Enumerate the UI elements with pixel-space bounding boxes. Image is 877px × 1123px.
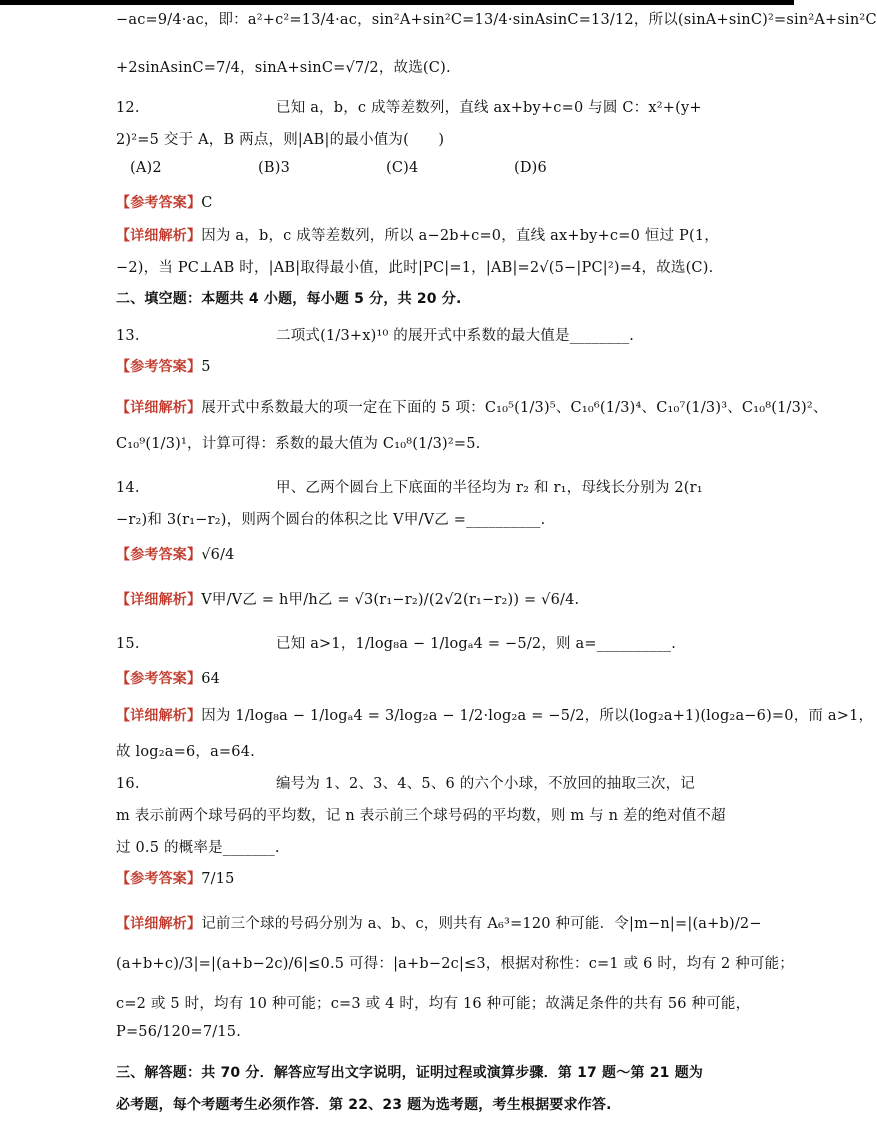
choice-options <box>130 160 642 176</box>
answer-line <box>116 224 719 245</box>
text-line: 2)²=5 交于 A，B 两点，则|AB|的最小值为( ) <box>116 132 445 148</box>
question-number: 14. <box>116 480 140 496</box>
answer-text: 5 <box>201 359 211 375</box>
question-number: 12. <box>116 100 140 116</box>
answer-tag: 【参考答案】 <box>116 547 202 563</box>
answer-tag: 【详细解析】 <box>116 708 202 724</box>
text-line: C₁₀⁹(1/3)¹，计算可得：系数的最大值为 C₁₀⁸(1/3)²=5. <box>116 436 481 452</box>
choice-option: (C)4 <box>386 160 419 176</box>
section-heading: 二、填空题：本题共 4 小题，每小题 5 分，共 20 分. <box>116 291 462 307</box>
answer-text: 7/15 <box>201 871 235 887</box>
answer-tag: 【详细解析】 <box>116 228 202 244</box>
question-line <box>116 96 702 117</box>
answer-text: 记前三个球的号码分别为 a、b、c，则共有 A₆³=120 种可能．令|m−n|=|(a+b)/2− <box>201 916 762 932</box>
answer-line <box>116 396 828 417</box>
text-line: m 表示前两个球号码的平均数，记 n 表示前三个球号码的平均数，则 m 与 n 差的绝对值不超 <box>116 808 726 824</box>
answer-line <box>116 868 235 888</box>
question-line <box>116 476 703 497</box>
question-text: 甲、乙两个圆台上下底面的半径均为 r₂ 和 r₁，母线长分别为 2(r₁ <box>276 480 703 496</box>
choice-option: (B)3 <box>258 160 290 176</box>
answer-line <box>116 704 873 725</box>
choice-option: (A)2 <box>130 160 162 176</box>
answer-line <box>116 192 213 212</box>
question-number: 13. <box>116 328 140 344</box>
question-text: 编号为 1、2、3、4、5、6 的六个小球，不放回的抽取三次，记 <box>276 776 695 792</box>
question-number: 16. <box>116 776 140 792</box>
answer-text: V甲/V乙 = h甲/h乙 = √3(r₁−r₂)/(2√2(r₁−r₂)) = √6/4. <box>201 592 580 608</box>
section-heading: 三、解答题：共 70 分．解答应写出文字说明，证明过程或演算步骤．第 17 题～第 21 题为 <box>116 1065 704 1081</box>
text-line: −r₂)和 3(r₁−r₂)，则两个圆台的体积之比 V甲/V乙 =__________. <box>116 512 546 528</box>
question-line <box>116 632 676 653</box>
answer-text: 因为 1/log₈a − 1/logₐ4 = 3/log₂a − 1/2·log₂a = −5/2，所以(log₂a+1)(log₂a−6)=0，而 a>1， <box>201 708 874 724</box>
answer-tag: 【参考答案】 <box>116 195 202 211</box>
answer-text: √6/4 <box>201 547 235 563</box>
answer-tag: 【详细解析】 <box>116 916 202 932</box>
answer-line <box>116 588 579 609</box>
text-line: c=2 或 5 时，均有 10 种可能；c=3 或 4 时，均有 16 种可能；故满足条件的共有 56 种可能， <box>116 996 751 1012</box>
answer-tag: 【参考答案】 <box>116 671 202 687</box>
text-line: 过 0.5 的概率是_______. <box>116 840 280 856</box>
text-line: 故 log₂a=6，a=64. <box>116 744 255 760</box>
text-line: −ac=9/4·ac，即：a²+c²=13/4·ac，sin²A+sin²C=13/4·sinAsinC=13/12，所以(sinA+sinC)²=sin²A+sin²C <box>116 12 877 28</box>
answer-line <box>116 668 220 688</box>
answer-tag: 【参考答案】 <box>116 871 202 887</box>
choice-option: (D)6 <box>514 160 547 176</box>
text-line: −2)，当 PC⊥AB 时，|AB|取得最小值，此时|PC|=1，|AB|=2√(5−|PC|²)=4，故选(C). <box>116 260 714 276</box>
question-text: 二项式(1/3+x)¹⁰ 的展开式中系数的最大值是________. <box>276 328 635 344</box>
question-number: 15. <box>116 636 140 652</box>
question-line <box>116 772 695 793</box>
answer-text: 因为 a，b，c 成等差数列，所以 a−2b+c=0，直线 ax+by+c=0 恒过 P(1， <box>201 228 719 244</box>
section-heading: 必考题，每个考题考生必须作答．第 22、23 题为选考题，考生根据要求作答. <box>116 1097 612 1113</box>
answer-tag: 【参考答案】 <box>116 359 202 375</box>
text-line: +2sinAsinC=7/4，sinA+sinC=√7/2，故选(C). <box>116 60 451 76</box>
answer-text: 64 <box>201 671 221 687</box>
answer-tag: 【详细解析】 <box>116 592 202 608</box>
question-line <box>116 324 634 345</box>
text-line: (a+b+c)/3|=|(a+b−2c)/6|≤0.5 可得：|a+b−2c|≤3，根据对称性：c=1 或 6 时，均有 2 种可能； <box>116 956 794 972</box>
answer-tag: 【详细解析】 <box>116 400 202 416</box>
question-text: 已知 a，b，c 成等差数列，直线 ax+by+c=0 与圆 C：x²+(y+ <box>276 100 702 116</box>
answer-text: 展开式中系数最大的项一定在下面的 5 项：C₁₀⁵(1/3)⁵、C₁₀⁶(1/3)⁴、C₁₀⁷(1/3)³、C₁₀⁸(1/3)²、 <box>201 400 828 416</box>
answer-line <box>116 544 235 564</box>
answer-line <box>116 912 762 933</box>
answer-text: C <box>201 195 213 211</box>
question-text: 已知 a>1，1/log₈a − 1/logₐ4 = −5/2，则 a=__________. <box>276 636 677 652</box>
answer-line <box>116 356 211 376</box>
text-line: P=56/120=7/15. <box>116 1024 242 1040</box>
